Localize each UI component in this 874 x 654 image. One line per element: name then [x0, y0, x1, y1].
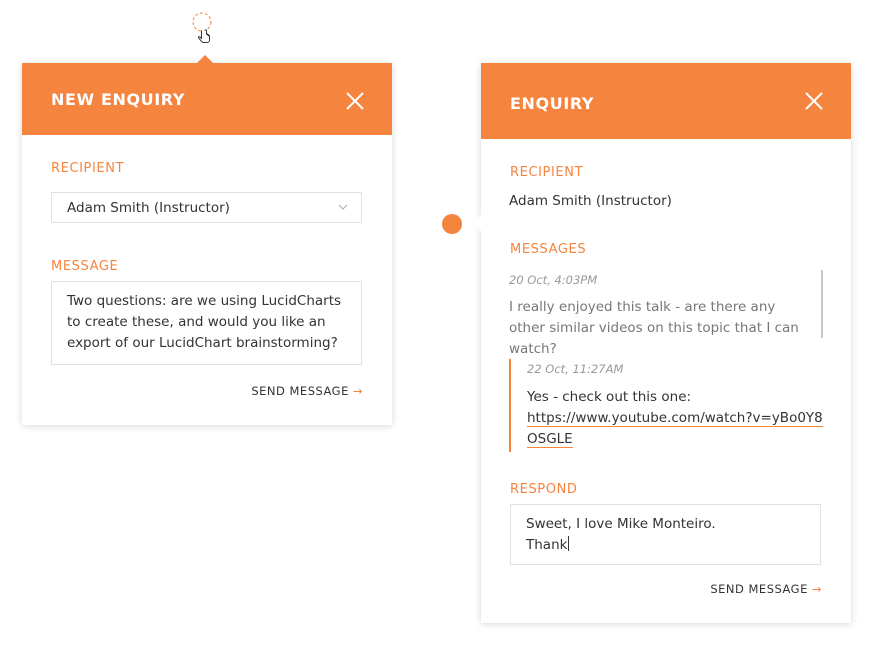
send-message-label: SEND MESSAGE — [710, 582, 808, 596]
message-item — [509, 270, 823, 357]
message-text — [527, 387, 823, 450]
new-enquiry-panel — [22, 63, 392, 425]
message-body: Yes - check out this one: — [527, 389, 692, 405]
orange-dot-icon — [442, 214, 462, 234]
arrow-right-icon: → — [352, 384, 363, 398]
respond-line-2: Thank — [526, 537, 568, 553]
close-button[interactable] — [804, 91, 824, 111]
respond-line-2-wrap — [526, 535, 805, 556]
respond-textarea[interactable] — [510, 504, 821, 565]
recipient-value: Adam Smith (Instructor) — [67, 200, 230, 216]
message-item — [509, 359, 823, 452]
messages-label: MESSAGES — [510, 242, 587, 257]
panel-title: NEW ENQUIRY — [51, 90, 186, 109]
send-message-label: SEND MESSAGE — [251, 384, 349, 398]
text-caret — [568, 536, 569, 551]
close-button[interactable] — [345, 91, 365, 111]
video-link[interactable]: https://www.youtube.com/watch?v=yBo0Y8OSGLE — [527, 410, 823, 447]
panel-header — [22, 63, 392, 135]
message-label: MESSAGE — [51, 259, 119, 274]
message-text: Two questions: are we using LucidCharts to create these, and would you like an export of our LucidChart brainstorming? — [67, 293, 342, 351]
message-text: I really enjoyed this talk - are there any other similar videos on this topic that I can watch? — [509, 299, 799, 357]
send-message-button[interactable] — [251, 384, 363, 398]
respond-line-1: Sweet, I love Mike Monteiro. — [526, 516, 716, 532]
message-textarea[interactable] — [51, 281, 362, 365]
chevron-down-icon — [338, 204, 348, 210]
message-timestamp: 22 Oct, 11:27AM — [527, 362, 624, 376]
pointer-arrow-left — [473, 215, 481, 231]
send-message-button[interactable] — [710, 582, 822, 596]
panel-header — [481, 63, 851, 139]
close-icon — [804, 91, 824, 111]
respond-label: RESPOND — [510, 482, 578, 497]
enquiry-panel — [481, 63, 851, 623]
hand-pointer-icon — [198, 30, 209, 43]
close-icon — [345, 91, 365, 111]
arrow-right-icon: → — [811, 582, 822, 596]
cursor-indicator — [192, 12, 214, 46]
message-timestamp: 20 Oct, 4:03PM — [509, 273, 598, 287]
recipient-label: RECIPIENT — [510, 165, 584, 180]
recipient-select[interactable] — [51, 192, 362, 223]
recipient-value: Adam Smith (Instructor) — [509, 193, 672, 209]
panel-title: ENQUIRY — [510, 94, 595, 113]
pointer-arrow — [197, 55, 213, 63]
recipient-label: RECIPIENT — [51, 161, 125, 176]
